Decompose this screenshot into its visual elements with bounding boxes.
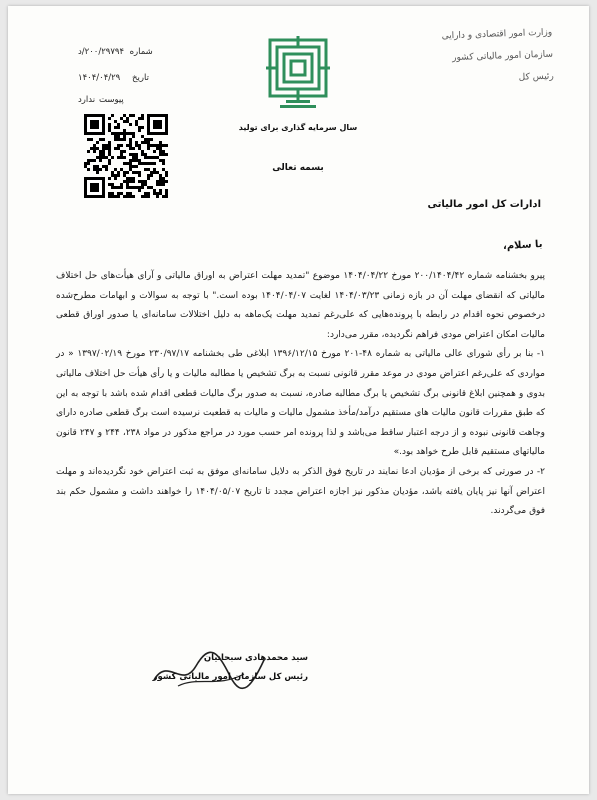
paragraph-intro: پیرو بخشنامه شماره ۲۰۰/۱۴۰۴/۴۲ مورخ ۱۴۰۴/۰۴/۲۲ موضوع "تمدید مهلت اعتراض به اوراق مالیاتی و آرای هیأت‌های حل اختلاف مالیاتی که انقضای مهلت آن در بازه زمانی ۱۴۰۴/۰۳/۲۳ لغایت ۱۴۰۴/۰۴/۰۷ بوده است." با توجه به سوالات و ابهامات مطرح‌شده درخصوص نحوه اقدام در رابطه با پرونده‌هایی که علی‌رغم تمدید مهلت یک‌ماهه به دلیل اختلالات سامانه‌ای یا صدور اوراق قطعی مالیات امکان اعتراض مودی فراهم نگردیده، مقرر می‌دارد: xyxy=(56,271,546,340)
handwritten-line-2: سازمان امور مالیاتی کشور xyxy=(452,49,554,64)
handwritten-line-3: رئیس کل xyxy=(518,71,554,83)
greeting: با سلام، xyxy=(503,238,544,253)
number-label: شماره xyxy=(129,47,153,57)
signatory-title: رئیس کل سازمان امور مالیاتی کشور xyxy=(152,672,308,682)
date-value: ۱۴۰۴/۰۴/۲۹ xyxy=(78,73,121,83)
addressee: ادارات کل امور مالیاتی xyxy=(427,199,541,210)
paragraph-item-2: ۲- در صورتی که برخی از مؤدیان ادعا نمایند در تاریخ فوق الذکر به دلایل سامانه‌ای موفق به ثبت اعتراض خود نگردیده‌اند و مهلت اعتراض آنها نیز پایان یافته باشد، مؤدیان مذکور نیز اجازه اعتراض مجدد تا تاریخ ۱۴۰۴/۰۵/۰۷ را خواهند داشت و مشمول حکم بند فوق می‌گردند. xyxy=(56,466,546,517)
number-value: ۲۰۰/۲۹۷۹۴/د xyxy=(78,47,125,57)
letter-page xyxy=(8,6,589,794)
tax-organization-logo xyxy=(266,36,330,112)
basmala: بسمه تعالی xyxy=(272,163,324,173)
date-label: تاریخ xyxy=(132,73,149,83)
paragraph-item-1: ۱- بنا بر رأی شورای عالی مالیاتی به شماره ۴۸-۲۰۱ مورخ ۱۳۹۶/۱۲/۱۵ ابلاغی طی بخشنامه ۲۳۰/۹۷/۱۷ مورخ ۱۳۹۷/۰۲/۱۹ « در مواردی که علی‌رغم اعتراض مودی در موعد مقرر قانونی نسبت به برگ تشخیص یا مطالبه مالیات و یا رأی هیأت حل اختلاف مالیاتی بدوی و همچنین ابلاغ قانونی برگ تشخیص یا برگ مطالبه صادره، نسبت به صدور برگ مالیات قطعی اقدام شده باشد با توجه به این که طبق مقررات قانون مالیات های مستقیم درآمد/مأخذ مشمول مالیات و مالیات به قطعیت نرسیده است برگ قطعی صادره دارای وجاهت قانونی نبوده و از درجه اعتبار ساقط می‌باشد و لذا پرونده امر حسب مورد در مراجع مذکور در مواد ۲۳۸، ۲۴۴ و ۲۴۷ قانون مالیاتهای مستقیم قابل طرح خواهد بود.» xyxy=(56,349,546,458)
handwritten-line-1: وزارت امور اقتصادی و دارایی xyxy=(441,27,553,42)
reference-number xyxy=(78,47,153,57)
reference-attachment xyxy=(78,95,124,105)
qr-code xyxy=(84,114,168,198)
letter-body xyxy=(56,267,545,522)
year-slogan: سال سرمایه گذاری برای تولید xyxy=(238,123,358,132)
handwritten-note xyxy=(412,22,554,93)
reference-date xyxy=(78,73,149,83)
qr-code-icon xyxy=(84,114,168,198)
attachment-label: پیوست xyxy=(99,95,124,105)
signatory-name: سید محمدهادی سبحانیان xyxy=(203,653,308,663)
attachment-value: ندارد xyxy=(78,95,96,105)
